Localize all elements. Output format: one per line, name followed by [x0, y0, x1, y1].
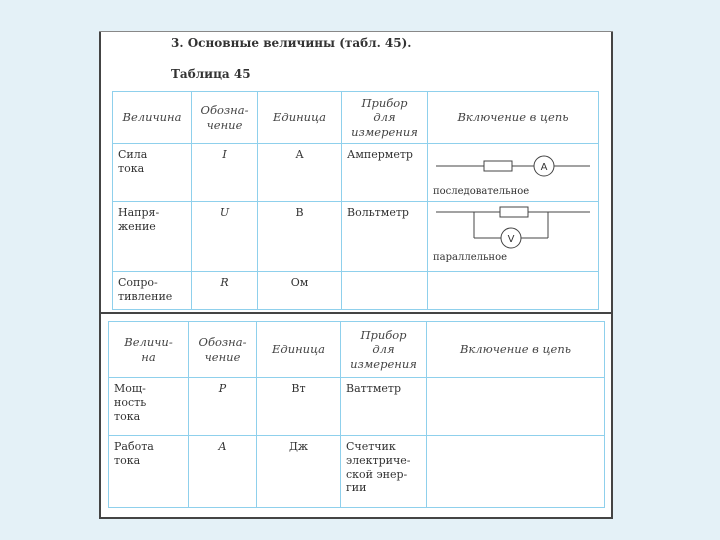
header-quantity: Величи- на — [109, 322, 189, 378]
connection-cell — [427, 436, 605, 508]
table-header-row — [109, 322, 605, 378]
header-connection: Включение в цепь — [427, 322, 605, 378]
connection-cell — [427, 378, 605, 436]
bottom-rule — [99, 517, 613, 519]
slide-divider — [99, 312, 613, 314]
symbol-cell: P — [189, 378, 257, 436]
quantities-table-2 — [108, 321, 605, 508]
table-row — [113, 144, 599, 202]
table-caption: Таблица 45 — [171, 67, 251, 81]
connection-cell — [428, 144, 599, 202]
unit-cell: Дж — [257, 436, 341, 508]
quantities-table-1 — [112, 91, 599, 310]
quantity-cell: Сопро- тивление — [113, 272, 192, 310]
quantity-cell: Напря- жение — [113, 202, 192, 272]
connection-cell — [428, 202, 599, 272]
series-circuit-diagram — [428, 146, 598, 186]
unit-cell: А — [258, 144, 342, 202]
unit-cell: Вт — [257, 378, 341, 436]
symbol-cell: R — [192, 272, 258, 310]
table-row — [109, 378, 605, 436]
header-device: Прибор для измерения — [342, 92, 428, 144]
device-cell: Вольтметр — [342, 202, 428, 272]
resistor-icon — [484, 161, 512, 171]
parallel-circuit-diagram — [428, 204, 598, 250]
device-cell: Амперметр — [342, 144, 428, 202]
connection-type-label: последовательное — [433, 186, 530, 198]
table-row — [109, 436, 605, 508]
quantity-cell: Сила тока — [113, 144, 192, 202]
symbol-cell: I — [192, 144, 258, 202]
table-row — [113, 202, 599, 272]
device-cell: Ваттметр — [341, 378, 427, 436]
unit-cell: В — [258, 202, 342, 272]
device-cell — [342, 272, 428, 310]
quantity-cell: Работа тока — [109, 436, 189, 508]
quantity-cell: Мощ- ность тока — [109, 378, 189, 436]
header-quantity: Величина — [113, 92, 192, 144]
header-symbol: Обозна- чение — [192, 92, 258, 144]
symbol-cell: A — [189, 436, 257, 508]
connection-cell — [428, 272, 599, 310]
header-unit: Единица — [257, 322, 341, 378]
meter-label: V — [507, 234, 515, 246]
resistor-icon — [500, 207, 528, 217]
table-row — [113, 272, 599, 310]
device-cell: Счетчик электриче- ской энер- гии — [341, 436, 427, 508]
header-connection: Включение в цепь — [428, 92, 599, 144]
meter-label: A — [540, 162, 548, 174]
table-header-row — [113, 92, 599, 144]
header-device: Прибор для измерения — [341, 322, 427, 378]
section-heading: 3. Основные величины (табл. 45). — [171, 36, 412, 50]
unit-cell: Ом — [258, 272, 342, 310]
top-rule — [99, 31, 613, 32]
header-unit: Единица — [258, 92, 342, 144]
header-symbol: Обозна- чение — [189, 322, 257, 378]
symbol-cell: U — [192, 202, 258, 272]
connection-type-label: параллельное — [433, 252, 508, 264]
